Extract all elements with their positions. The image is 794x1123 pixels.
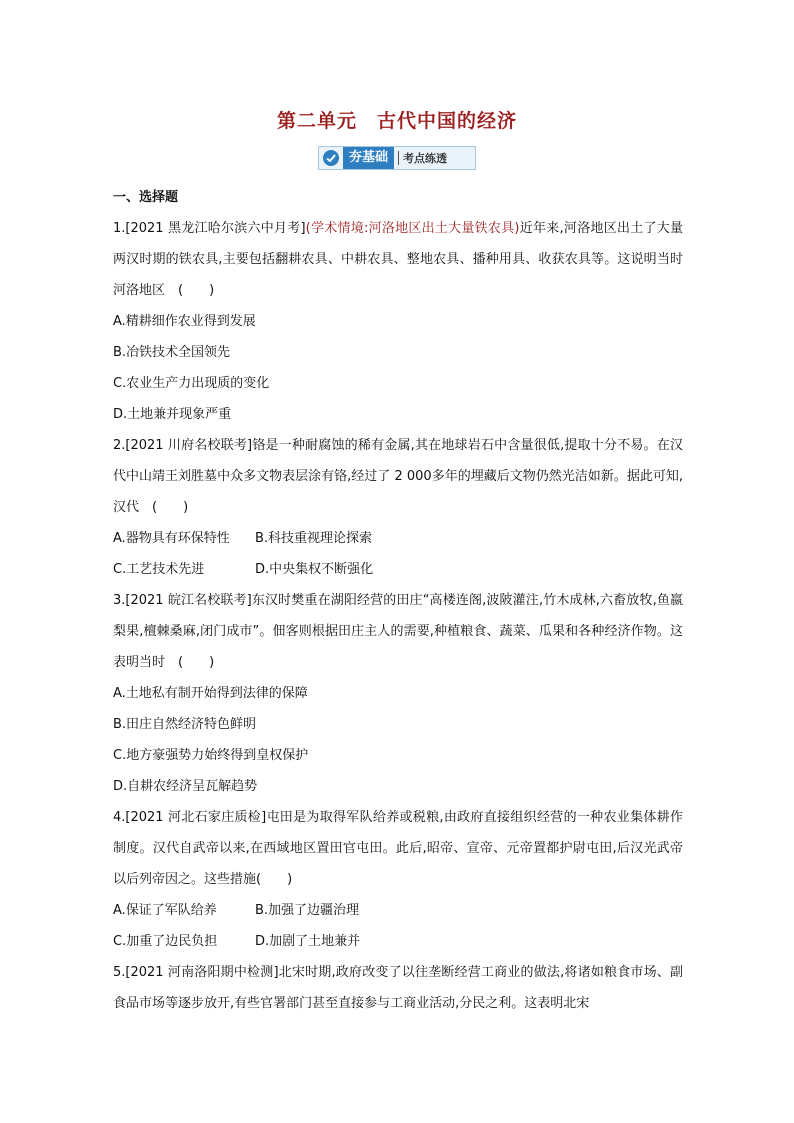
question-source: [2021 河南洛阳期中检测]	[125, 965, 279, 980]
option-d: D.加剧了土地兼并	[255, 934, 361, 949]
option-c: C.工艺技术先进	[113, 562, 205, 577]
question-source: [2021 河北石家庄质检]	[125, 810, 267, 825]
question-source: [2021 皖江名校联考]	[125, 593, 252, 608]
question-text: 北宋时期,政府改变了以往垄断经营工商业的做法,将诸如粮食市场、副食品市场等逐步放开,有些官署部门甚至直接参与工商业活动,分民之利。这表明北宋	[113, 965, 683, 1011]
unit-title: 第二单元 古代中国的经济	[276, 110, 517, 132]
option-c: C.农业生产力出现质的变化	[113, 376, 270, 391]
badge-main-label: 夯基础	[343, 147, 394, 169]
option-b: B.加强了边疆治理	[255, 903, 360, 918]
question-stem	[113, 957, 683, 1019]
question-stem	[113, 802, 683, 895]
question-number: 4.	[113, 810, 126, 825]
option-d: D.中央集权不断强化	[255, 562, 374, 577]
question-stem	[113, 585, 683, 678]
question-stem	[113, 213, 683, 306]
question-text: 近年来,河洛地区出土了大量两汉时期的铁农具,主要包括翻耕农具、中耕农具、整地农具、播种用具、收获农具等。这说明当时河洛地区 ( )	[113, 221, 683, 298]
option-c: C.地方豪强势力始终得到皇权保护	[113, 748, 309, 763]
option-a: A.器物具有环保特性	[113, 531, 230, 546]
question-list	[113, 213, 683, 1019]
check-circle-icon	[319, 147, 343, 169]
option-a: A.精耕细作农业得到发展	[113, 314, 256, 329]
option-d: D.自耕农经济呈瓦解趋势	[113, 779, 258, 794]
question-text: 东汉时樊重在湖阳经营的田庄“高楼连阁,波陂灌注,竹木成林,六畜放牧,鱼嬴梨果,檀棘桑麻,闭门成市”。佃客则根据田庄主人的需要,种植粮食、蔬菜、瓜果和各种经济作物。这表明当时 ( )	[113, 593, 683, 670]
option-b: B.田庄自然经济特色鲜明	[113, 717, 257, 732]
question-text: 屯田是为取得军队给养或税粮,由政府直接组织经营的一种农业集体耕作制度。汉代自武帝以来,在西域地区置田官屯田。此后,昭帝、宣帝、元帝置都护尉屯田,后汉光武帝以后列帝因之。这些措施( )	[113, 810, 683, 887]
question-context: (学术情境:河洛地区出土大量铁农具)	[305, 221, 520, 236]
badge-sub-label: 考点练透	[403, 152, 448, 165]
option-row	[113, 926, 683, 957]
option-d: D.土地兼并现象严重	[113, 407, 232, 422]
question-source: [2021 川府名校联考]	[125, 438, 253, 453]
question-stem	[113, 430, 683, 523]
option-row	[113, 895, 683, 926]
option-a: A.保证了军队给养	[113, 903, 217, 918]
question-source: [2021 黑龙江哈尔滨六中月考]	[125, 221, 306, 236]
option-a: A.土地私有制开始得到法律的保障	[113, 686, 308, 701]
question-number: 3.	[113, 593, 126, 608]
question-text: 铬是一种耐腐蚀的稀有金属,其在地球岩石中含量很低,提取十分不易。在汉代中山靖王刘胜墓中众多文物表层涂有铬,经过了 2 000多年的埋藏后文物仍然光洁如新。据此可知,汉代 ( )	[113, 438, 683, 515]
option-b: B.冶铁技术全国领先	[113, 345, 231, 360]
question-number: 2.	[113, 438, 126, 453]
option-row	[113, 523, 683, 554]
option-c: C.加重了边民负担	[113, 934, 218, 949]
section-badge	[318, 146, 476, 170]
question-number: 5.	[113, 965, 126, 980]
question-number: 1.	[113, 221, 126, 236]
badge-divider	[398, 151, 399, 165]
option-row	[113, 554, 683, 585]
option-b: B.科技重视理论探索	[255, 531, 373, 546]
section-heading: 一、选择题	[113, 190, 179, 205]
